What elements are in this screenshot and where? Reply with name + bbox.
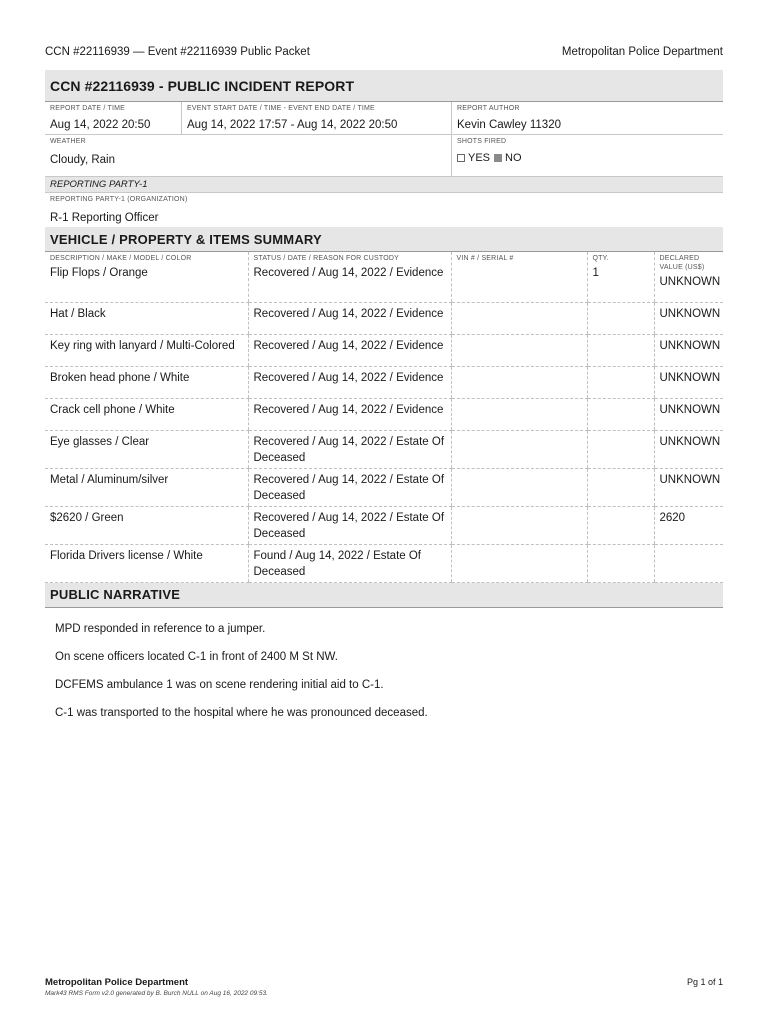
- items-table: [45, 252, 723, 583]
- item-qty-cell: [587, 506, 654, 544]
- report-author-cell: [451, 102, 723, 134]
- narrative-paragraph: DCFEMS ambulance 1 was on scene rendering initial aid to C-1.: [55, 678, 384, 691]
- item-value-cell: [654, 430, 723, 468]
- report-date-value: Aug 14, 2022 20:50: [50, 119, 151, 131]
- department-name: Metropolitan Police Department: [561, 46, 723, 58]
- item-qty-cell: [587, 302, 654, 334]
- item-description-cell: [45, 398, 248, 430]
- item-description: Eye glasses / Clear: [50, 435, 150, 448]
- item-vin-cell: [451, 252, 587, 302]
- footer-department: Metropolitan Police Department: [45, 977, 189, 988]
- item-value: UNKNOWN: [659, 403, 721, 416]
- item-value: 2620: [659, 511, 686, 524]
- item-value-cell: [654, 398, 723, 430]
- item-vin-cell: [451, 302, 587, 334]
- item-value-cell: [654, 252, 723, 302]
- item-value: UNKNOWN: [659, 473, 721, 486]
- narrative-paragraph: On scene officers located C-1 in front of 2400 M St NW.: [55, 650, 338, 663]
- item-status-cell: [248, 468, 451, 506]
- item-status-cell: [248, 506, 451, 544]
- item-status: Recovered / Aug 14, 2022 / Evidence: [253, 371, 444, 384]
- item-value-cell: [654, 506, 723, 544]
- column-header-value: DECLARED VALUE (US$): [659, 255, 705, 271]
- column-header-description: DESCRIPTION / MAKE / MODEL / COLOR: [50, 255, 192, 262]
- narrative-title: PUBLIC NARRATIVE: [45, 583, 723, 608]
- page-header: [45, 46, 723, 62]
- item-value-cell: [654, 366, 723, 398]
- item-qty-cell: [587, 334, 654, 366]
- table-row: [45, 252, 723, 302]
- footer-generated-note: Mark43 RMS Form v2.0 generated by B. Burch NULL on Aug 16, 2022 09:53.: [45, 990, 268, 997]
- item-description: Key ring with lanyard / Multi-Colored: [50, 339, 235, 352]
- item-description-cell: [45, 334, 248, 366]
- item-description: Florida Drivers license / White: [50, 549, 203, 562]
- item-description-cell: [45, 302, 248, 334]
- packet-title: CCN #22116939 — Event #22116939 Public Packet: [45, 46, 310, 58]
- item-status: Found / Aug 14, 2022 / Estate Of Deceased: [253, 549, 422, 578]
- item-value-cell: [654, 544, 723, 582]
- item-status: Recovered / Aug 14, 2022 / Evidence: [253, 403, 444, 416]
- item-vin-cell: [451, 430, 587, 468]
- reporting-party-row: [45, 193, 723, 227]
- event-range-label: EVENT START DATE / TIME - EVENT END DATE / TIME: [187, 105, 375, 112]
- event-range-value: Aug 14, 2022 17:57 - Aug 14, 2022 20:50: [187, 119, 398, 131]
- item-value: UNKNOWN: [659, 339, 721, 352]
- report-info-row: [45, 102, 723, 135]
- item-qty-cell: [587, 468, 654, 506]
- table-row: [45, 398, 723, 430]
- shots-no-label: NO: [505, 152, 522, 164]
- item-description: Hat / Black: [50, 307, 106, 320]
- item-value: UNKNOWN: [659, 435, 721, 448]
- weather-label: WEATHER: [50, 138, 86, 145]
- weather-value: Cloudy, Rain: [50, 154, 115, 166]
- item-qty-cell: [587, 366, 654, 398]
- item-description-cell: [45, 468, 248, 506]
- item-status-cell: [248, 430, 451, 468]
- item-qty-cell: [587, 252, 654, 302]
- items-section-title: VEHICLE / PROPERTY & ITEMS SUMMARY: [45, 227, 723, 252]
- item-qty-cell: [587, 398, 654, 430]
- item-description: Broken head phone / White: [50, 371, 190, 384]
- narrative-paragraph: MPD responded in reference to a jumper.: [55, 622, 266, 635]
- table-row: [45, 366, 723, 398]
- item-qty: 1: [592, 267, 599, 279]
- shots-fired-label: SHOTS FIRED: [457, 138, 507, 145]
- narrative-body: [45, 608, 723, 721]
- table-row: [45, 302, 723, 334]
- shots-fired-cell: [451, 135, 723, 176]
- table-row: [45, 544, 723, 582]
- item-status: Recovered / Aug 14, 2022 / Estate Of Deceased: [253, 473, 445, 502]
- page-number: Pg 1 of 1: [686, 977, 723, 987]
- report-title: CCN #22116939 - PUBLIC INCIDENT REPORT: [45, 70, 723, 102]
- weather-cell: [45, 135, 451, 176]
- narrative-paragraph: C-1 was transported to the hospital where he was pronounced deceased.: [55, 706, 428, 719]
- table-row: [45, 468, 723, 506]
- weather-row: [45, 135, 723, 177]
- item-status-cell: [248, 544, 451, 582]
- table-row: [45, 430, 723, 468]
- item-description: Flip Flops / Orange: [50, 267, 148, 279]
- item-status-cell: [248, 398, 451, 430]
- item-status-cell: [248, 334, 451, 366]
- column-header-vin: VIN # / SERIAL #: [456, 255, 514, 262]
- reporting-party-org-label: REPORTING PARTY-1 (ORGANIZATION): [50, 196, 188, 203]
- column-header-status: STATUS / DATE / REASON FOR CUSTODY: [253, 255, 400, 262]
- item-vin-cell: [451, 334, 587, 366]
- item-status: Recovered / Aug 14, 2022 / Estate Of Deceased: [253, 511, 445, 540]
- item-vin-cell: [451, 398, 587, 430]
- item-qty-cell: [587, 544, 654, 582]
- item-vin-cell: [451, 544, 587, 582]
- item-value: UNKNOWN: [659, 276, 721, 288]
- item-status: Recovered / Aug 14, 2022 / Evidence: [253, 307, 444, 320]
- item-status: Recovered / Aug 14, 2022 / Estate Of Deceased: [253, 435, 445, 464]
- item-status-cell: [248, 302, 451, 334]
- report-author-label: REPORT AUTHOR: [457, 105, 520, 112]
- report-date-label: REPORT DATE / TIME: [50, 105, 126, 112]
- item-description-cell: [45, 430, 248, 468]
- item-value: UNKNOWN: [659, 307, 721, 320]
- item-status-cell: [248, 366, 451, 398]
- item-vin-cell: [451, 366, 587, 398]
- item-description: Crack cell phone / White: [50, 403, 175, 416]
- reporting-party-org-value: R-1 Reporting Officer: [50, 212, 159, 224]
- shots-no-checkbox: [494, 154, 502, 162]
- item-description: Metal / Aluminum/silver: [50, 473, 169, 486]
- table-row: [45, 334, 723, 366]
- incident-report: [45, 70, 723, 733]
- item-vin-cell: [451, 468, 587, 506]
- item-value: UNKNOWN: [659, 371, 721, 384]
- item-status: Recovered / Aug 14, 2022 / Evidence: [253, 339, 444, 352]
- column-header-qty: QTY.: [592, 255, 609, 262]
- shots-yes-label: YES: [468, 152, 491, 164]
- item-description-cell: [45, 252, 248, 302]
- event-range-cell: [181, 102, 451, 134]
- items-table-body: [45, 252, 723, 582]
- report-author-value: Kevin Cawley 11320: [457, 119, 561, 131]
- item-qty-cell: [587, 430, 654, 468]
- table-row: [45, 506, 723, 544]
- item-value-cell: [654, 302, 723, 334]
- page-footer: [45, 977, 723, 997]
- report-date-cell: [45, 102, 181, 134]
- item-description-cell: [45, 544, 248, 582]
- item-value-cell: [654, 334, 723, 366]
- item-vin-cell: [451, 506, 587, 544]
- item-description-cell: [45, 506, 248, 544]
- item-description-cell: [45, 366, 248, 398]
- item-description: $2620 / Green: [50, 511, 124, 524]
- shots-fired-options: [457, 152, 718, 164]
- item-status: Recovered / Aug 14, 2022 / Evidence: [253, 267, 444, 279]
- item-value-cell: [654, 468, 723, 506]
- reporting-party-header: REPORTING PARTY-1: [45, 177, 723, 193]
- item-status-cell: [248, 252, 451, 302]
- shots-yes-checkbox: [457, 154, 465, 162]
